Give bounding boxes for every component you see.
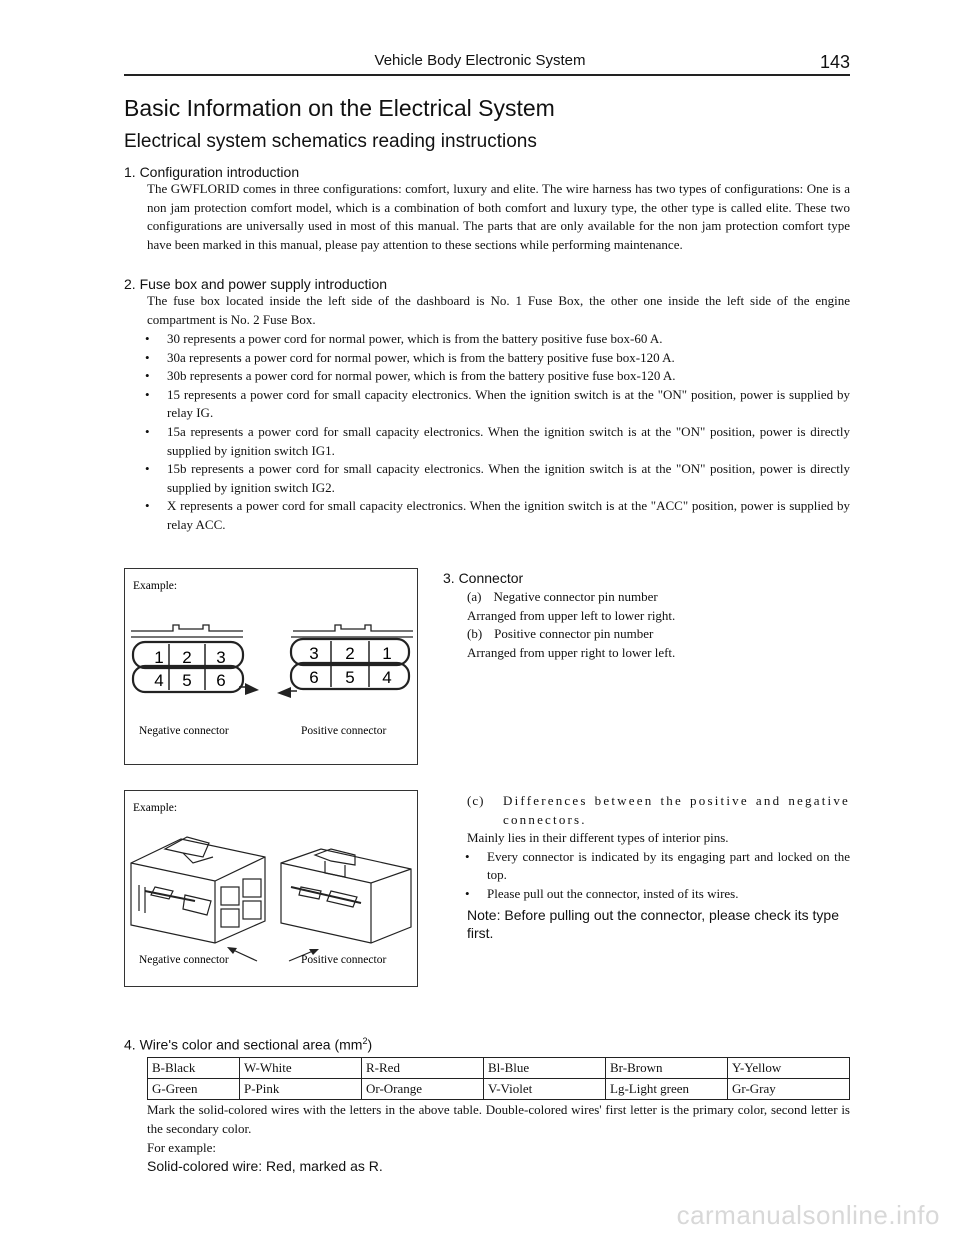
- item-text: Mainly lies in their different types of interior pins.: [467, 830, 729, 846]
- table-cell: Bl-Blue: [484, 1058, 606, 1079]
- negative-connector-caption: Negative connector: [139, 954, 229, 966]
- positive-pin-label: 2: [345, 644, 355, 663]
- example-label: Example:: [133, 580, 178, 592]
- right-arrow-icon: [245, 683, 259, 695]
- running-header-title: Vehicle Body Electronic System: [374, 52, 586, 69]
- table-cell: W-White: [240, 1058, 362, 1079]
- table-row: [148, 1058, 850, 1079]
- item-title: Positive connector pin number: [494, 626, 654, 642]
- table-cell: G-Green: [148, 1079, 240, 1100]
- page-number: 143: [819, 52, 850, 72]
- section1-text: The GWFLORID comes in three configurations: comfort, luxury and elite. The wire harness has two types of configurations: One is a non jam protection comfort model, which is a combination of both comfort and luxury type, the other type is called elite. These two configurations are universally used in most of this manual. The parts that are only available for the non jam protection comfort type have been marked in this manual, please pay attention to these sections while performing maintenance.: [147, 181, 850, 252]
- item-text: Arranged from upper right to lower left.: [467, 644, 676, 660]
- example-label: Example:: [133, 802, 178, 814]
- connector-tips-list: [463, 848, 850, 904]
- negative-connector-caption: Negative connector: [139, 725, 229, 737]
- heading-end: ): [367, 1036, 373, 1053]
- section2-heading: 2. Fuse box and power supply introduction: [124, 276, 388, 292]
- positive-connector-latch: [293, 625, 413, 631]
- list-item: • 30 represents a power cord for normal power, which is from the battery positive fuse box-60 A.: [143, 330, 850, 349]
- table-cell: Gr-Gray: [728, 1079, 850, 1100]
- section3-a: [467, 588, 847, 662]
- for-example-label: For example:: [147, 1140, 216, 1155]
- list-item: • 15 represents a power cord for small capacity electronics. When the ignition switch is at the "ON" position, power is supplied by relay IG.: [143, 386, 850, 423]
- table-row: [148, 1079, 850, 1100]
- left-arrow-icon: [277, 687, 291, 698]
- connector-pin-figure: [124, 568, 418, 765]
- positive-connector-caption: Positive connector: [301, 954, 387, 966]
- connector-type-diagram: [125, 791, 417, 986]
- item-text: Arranged from upper left to lower right.: [467, 607, 676, 623]
- section-subtitle: Electrical system schematics reading instructions: [124, 131, 537, 152]
- header-rule: [124, 74, 850, 76]
- wire-color-table: [147, 1057, 850, 1100]
- positive-pin-label: 3: [309, 644, 319, 663]
- section3-c: [467, 792, 850, 942]
- section1-heading: 1. Configuration introduction: [124, 164, 300, 180]
- table-cell: Br-Brown: [606, 1058, 728, 1079]
- power-cord-list: [143, 330, 850, 535]
- list-item: • Please pull out the connector, insted of its wires.: [463, 885, 850, 904]
- positive-pin-label: 1: [382, 644, 392, 663]
- positive-pin-label: 5: [345, 668, 355, 687]
- negative-connector-drawing: [131, 837, 265, 943]
- section2-text: The fuse box located inside the left side of the dashboard is No. 1 Fuse Box, the other one inside the left side of the engine compartment is No. 2 Fuse Box.: [147, 293, 850, 327]
- list-item: • X represents a power cord for small capacity electronics. When the ignition switch is at the "ACC" position, power is supplied by relay ACC.: [143, 497, 850, 534]
- table-cell: Y-Yellow: [728, 1058, 850, 1079]
- table-cell: B-Black: [148, 1058, 240, 1079]
- heading-text: 4. Wire's color and sectional area (mm: [124, 1036, 363, 1053]
- page-title: Basic Information on the Electrical System: [124, 95, 555, 121]
- section4-text: Mark the solid-colored wires with the letters in the above table. Double-colored wires' first letter is the primary color, second letter is the secondary color.: [147, 1102, 850, 1136]
- negative-pin-label: 6: [216, 671, 226, 690]
- item-label: (b): [467, 626, 483, 642]
- section3-heading: 3. Connector: [443, 570, 524, 586]
- list-item: • Every connector is indicated by its engaging part and locked on the top.: [463, 848, 850, 885]
- positive-connector-drawing: [281, 849, 411, 943]
- list-item: • 30a represents a power cord for normal power, which is from the battery positive fuse box-120 A.: [143, 349, 850, 368]
- note-text: Note: Before pulling out the connector, please check its type first.: [467, 906, 840, 941]
- table-cell: P-Pink: [240, 1079, 362, 1100]
- table-cell: Or-Orange: [362, 1079, 484, 1100]
- positive-connector-caption: Positive connector: [301, 725, 387, 737]
- negative-pin-label: 4: [154, 671, 164, 690]
- list-item: • 30b represents a power cord for normal power, which is from the battery positive fuse box-120 A.: [143, 367, 850, 386]
- table-cell: R-Red: [362, 1058, 484, 1079]
- list-item: • 15a represents a power cord for small capacity electronics. When the ignition switch is at the "ON" position, power is directly supplied by ignition switch IG1.: [143, 423, 850, 460]
- negative-connector-latch: [131, 625, 243, 631]
- negative-pin-label: 1: [154, 648, 164, 667]
- item-label: (c): [467, 793, 485, 808]
- list-item: • 15b represents a power cord for small capacity electronics. When the ignition switch is at the "ON" position, power is directly supplied by ignition switch IG2.: [143, 460, 850, 497]
- negative-pin-label: 3: [216, 648, 226, 667]
- negative-pin-label: 5: [182, 671, 192, 690]
- example-line: Solid-colored wire: Red, marked as R.: [147, 1158, 383, 1174]
- positive-pin-label: 6: [309, 668, 319, 687]
- table-cell: V-Violet: [484, 1079, 606, 1100]
- table-cell: Lg-Light green: [606, 1079, 728, 1100]
- negative-pin-label: 2: [182, 648, 192, 667]
- item-label: (a): [467, 589, 482, 604]
- heading-superscript: 2: [362, 1036, 368, 1046]
- watermark-text: carmanualsonline.info: [676, 1200, 940, 1230]
- item-title: Differences between the positive and negative connectors.: [503, 793, 850, 827]
- section4-heading: [124, 1036, 372, 1053]
- connector-pin-diagram: [125, 569, 417, 764]
- positive-pin-label: 4: [382, 668, 392, 687]
- connector-type-figure: [124, 790, 418, 987]
- item-title: Negative connector pin number: [493, 589, 658, 604]
